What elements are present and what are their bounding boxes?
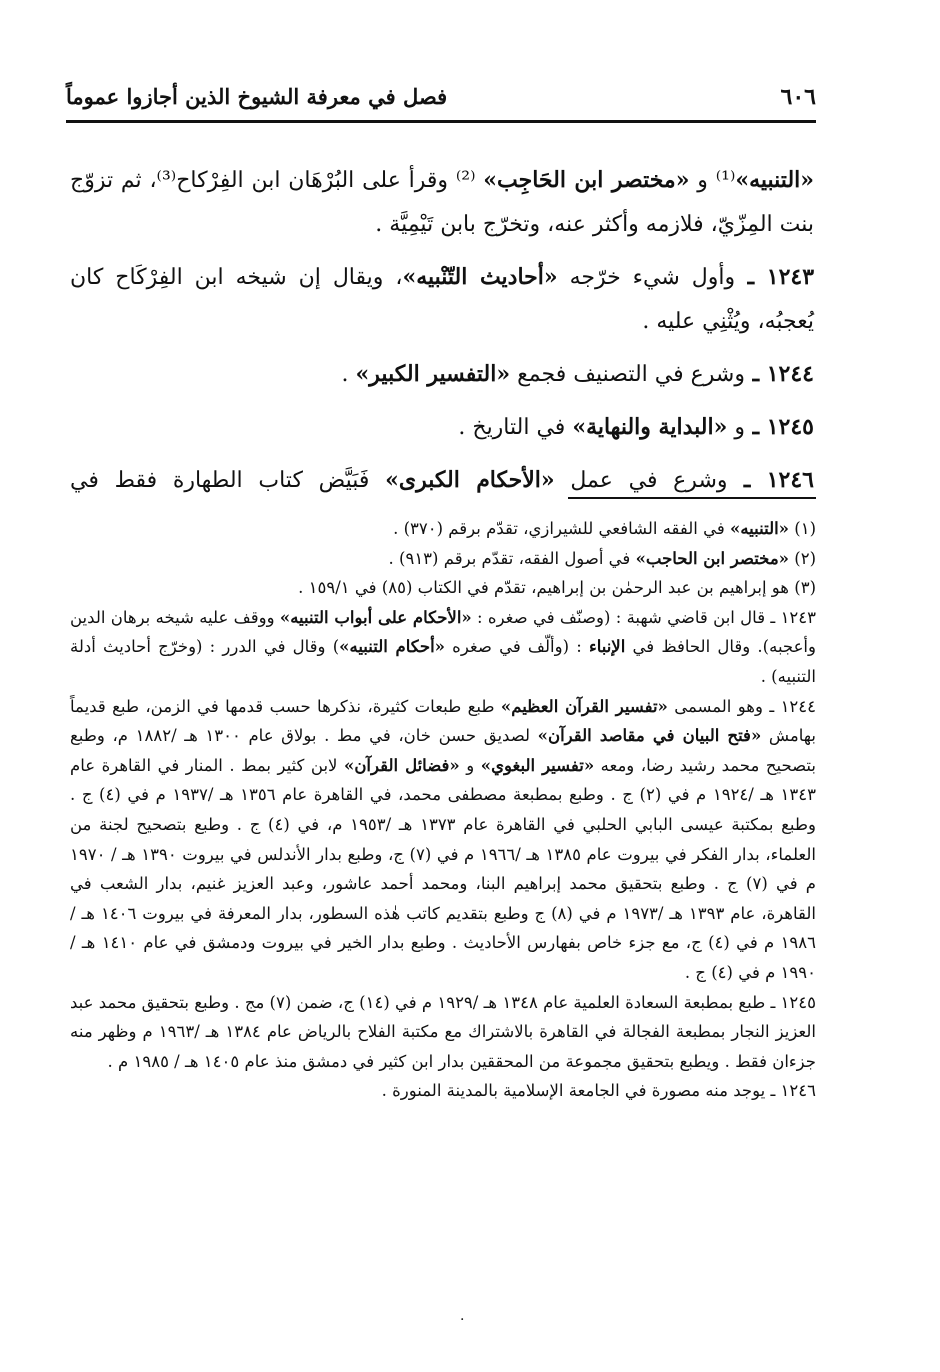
book-title: «فضائل القرآن» <box>344 755 460 775</box>
text-run: وأول شيء خرّجه <box>557 265 736 290</box>
running-header <box>66 82 816 118</box>
main-paragraph <box>70 352 814 397</box>
text-run: لابن كثير بمط . المنار في القاهرة عام ١٣٤٣ هـ /١٩٢٤ م في (٢) ج . وطبع بمطبعة مصطفى محمد، في القاهرة عام ١٣٥٦ هـ /١٩٣٧ م في (٤) ج . وطبع بمكتبة عيسى البابي الحلبي في القاهرة عام ١٣٧٣ هـ /١٩٥٣ م، في (٤) ج . وطبع بتصحيح لجنة من العلماء، بدار الفكر في بيروت عام ١٣٨٥ هـ /١٩٦٦ م في (٧) ج، وطبع بدار الأندلس في بيروت ١٣٩٠ هـ / ١٩٧٠ م في (٧) ج . وطبع بتحقيق محمد إبراهيم البنا، ومحمد أحمد عاشور، وعبد العزيز غنيم، بدار الشعب في القاهرة، عام ١٣٩٣ هـ /١٩٧٣ م في (٨) ج وطبع بتقديم كاتب هٰذه السطور، بدار المعرفة في بيروت ١٤٠٦ هـ /١٩٨٦ م في (٤) ج، مع جزء خاص بفهارس الأحاديث . وطبع بدار الخير في بيروت ودمشق في عام ١٤١٠ هـ /١٩٩٠ م في (٤) ج . <box>70 755 817 982</box>
main-paragraph <box>70 255 814 344</box>
footnote-number: (٢) <box>789 548 816 568</box>
text-run: فَبَيَّض كتاب الطهارة فقط في <box>70 468 386 493</box>
text-run: ، ويقال إن شيخه ابن الفِرْكَاح كان يُعجبُه، ويُثْنِي عليه . <box>70 265 814 334</box>
text-run: وهو المسمى <box>667 696 763 716</box>
text-run: . <box>341 362 356 387</box>
text-run: في أصول الفقه، تقدّم برقم (٩١٣) . <box>388 548 636 568</box>
paragraph-number: ١٢٤٥ ـ <box>744 414 814 440</box>
book-title: «التنبيه» <box>730 519 789 538</box>
text-run: في التاريخ . <box>458 415 573 440</box>
book-title: «التنبيه» <box>735 167 815 193</box>
header-rule <box>66 120 816 123</box>
footnotes <box>70 514 816 1106</box>
text-run: قال ابن قاضي شهبة : (وصنّف في صغره : <box>471 607 766 627</box>
paragraph-number: ١٢٤٤ ـ <box>744 361 814 387</box>
book-title: «أحاديث التّنْبيه» <box>402 264 558 290</box>
text-run: وشرع في عمل <box>554 468 728 493</box>
main-text <box>70 158 814 511</box>
text-run: لصديق حسن خان، في مط . بولاق عام ١٣٠٠ هـ /١٨٨٢ م، وطبع بتصحيح محمد رشيد رضا، ومعه <box>70 726 816 775</box>
page-number: ٦٠٦ <box>780 84 816 110</box>
text-run: طبع بمطبعة السعادة العلمية عام ١٣٤٨ هـ /١٩٢٩ م في (١٤) ج، ضمن (٧) مج . وطبع بتحقيق محمد عبد العزيز النجار بمطبعة الفجالة في القاهرة بالاشتراك مع مكتبة الفلاح بالرياض عام ١٣٨٤ هـ /١٩٦٣ م وظهر منه جزءان فقط . ويطبع بتحقيق مجموعة من المحققين بدار ابن كثير في دمشق منذ عام ١٤٠٥ هـ / ١٩٨٥ م . <box>70 992 816 1071</box>
book-title: الإنباء <box>588 637 626 657</box>
footnote-separator <box>568 497 816 499</box>
text-run: يوجد منه مصورة في الجامعة الإسلامية بالمدينة المنورة . <box>381 1081 766 1101</box>
footnote <box>70 514 816 544</box>
footnote <box>70 603 816 692</box>
book-title: «تفسير القرآن العظيم» <box>500 696 668 716</box>
footnote <box>70 692 816 988</box>
footnote-number: (١) <box>789 519 816 538</box>
book-title: «أحكام التنبيه» <box>339 637 445 657</box>
text-run: و <box>727 415 745 440</box>
main-paragraph <box>70 405 814 450</box>
text-run: ⁽¹⁾ و <box>689 168 736 193</box>
footnote <box>70 1076 816 1106</box>
page-mark: · <box>460 1312 465 1328</box>
footnote-number: ١٢٤٣ ـ <box>765 607 817 627</box>
book-title: «مختصر ابن الحَاجِب» <box>483 167 690 193</box>
book-title: «فتح البيان في مقاصد القرآن» <box>537 726 762 746</box>
text-run: ) وقال في الدرر : (وخرّج أحاديث أدلة التنبيه) . <box>70 637 816 686</box>
book-title: «البداية والنهاية» <box>572 414 728 440</box>
text-run: : (وألّف في صغره <box>444 637 589 657</box>
book-title: «الأحكام على أبواب التنبيه» <box>279 607 472 627</box>
footnote <box>70 544 816 574</box>
text-run: وشرع في التصنيف فجمع <box>510 362 745 387</box>
book-title: «الأحكام الكبرى» <box>385 467 555 493</box>
footnote-number: ١٢٤٤ ـ <box>762 696 817 716</box>
footnote <box>70 988 816 1077</box>
book-title: «مختصر ابن الحاجب» <box>635 548 789 568</box>
text-run: ⁽²⁾ وقرأ على البُرْهَان ابن الفِرْكاح⁽³⁾، ثم تزوّج بنت المِزّيّ، فلازمه وأكثر عنه، وتخرّج بابن تَيْمِيَّة . <box>70 168 814 237</box>
text-run: هو إبراهيم بن عبد الرحمٰن بن إبراهيم، تقدّم في الكتاب (٨٥) في ١٥٩/١ . <box>298 578 789 598</box>
footnote-number: ١٢٤٦ ـ <box>765 1081 816 1101</box>
text-run: ووقف عليه شيخه برهان الدين وأعجبه). وقال الحافظ في <box>70 607 816 657</box>
text-run: و <box>459 755 481 775</box>
chapter-title: فصل في معرفة الشيوخ الذين أجازوا عموماً <box>66 84 448 109</box>
paragraph-number: ١٢٤٣ ـ <box>735 264 815 290</box>
text-run: في الفقه الشافعي للشيرازي، تقدّم برقم (٣٧٠) . <box>393 519 730 538</box>
text-run: طبع طبعات كثيرة، نذكرها حسب قدمها في الزمن، طبع قديماً بهامش <box>70 696 816 746</box>
footnote-number: (٣) <box>789 578 816 598</box>
paragraph-number: ١٢٤٦ ـ <box>727 467 814 493</box>
book-title: «تفسير البغوي» <box>480 755 595 775</box>
footnote <box>70 573 816 603</box>
main-paragraph <box>70 158 814 247</box>
book-title: «التفسير الكبير» <box>355 361 511 387</box>
footnote-number: ١٢٤٥ ـ <box>765 992 816 1012</box>
